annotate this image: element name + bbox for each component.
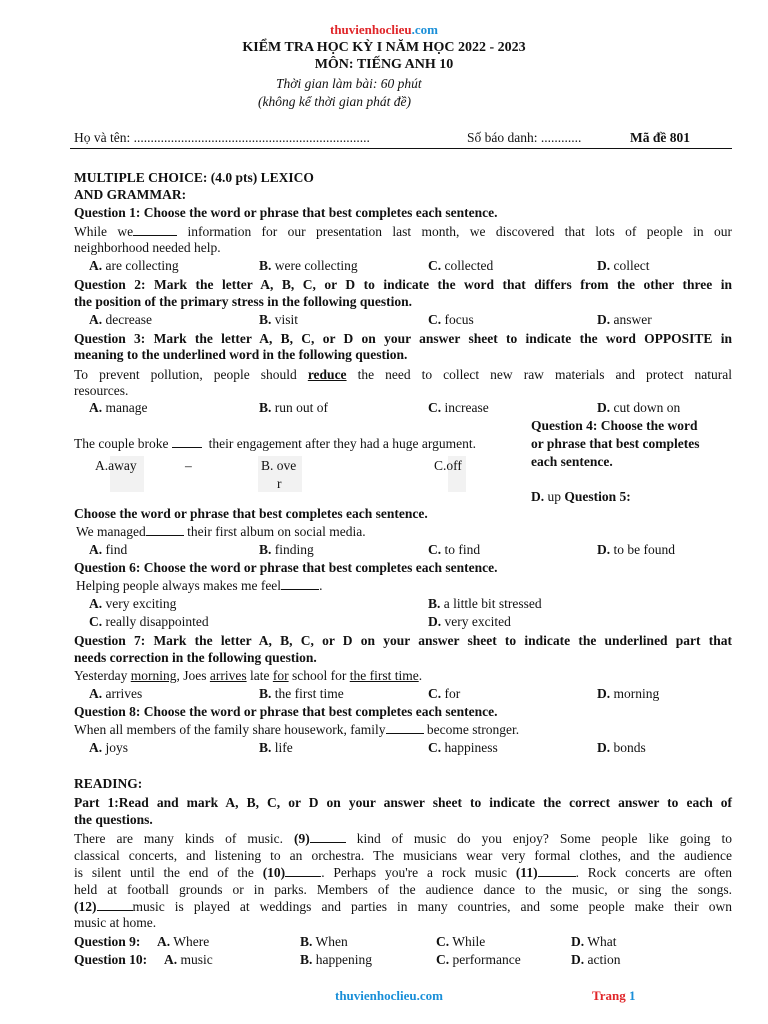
q8-option-d[interactable]: D. bonds bbox=[597, 740, 646, 755]
passage-line6: music at home. bbox=[74, 915, 157, 930]
q9-option-c[interactable]: C. While bbox=[436, 934, 486, 949]
q7-title-line2: needs correction in the following question. bbox=[74, 650, 317, 665]
passage-line1: There are many kinds of music. (9) kind of music do you enjoy? Some people like going to bbox=[74, 831, 732, 846]
q4-dash: – bbox=[185, 458, 192, 473]
q1-text-line1: While we information for our presentation last month, we discovered that lots of people in our bbox=[74, 224, 732, 239]
q3-option-a[interactable]: A. manage bbox=[89, 400, 148, 415]
q8-option-b[interactable]: B. life bbox=[259, 740, 293, 755]
q1-text-line2: neighborhood needed help. bbox=[74, 240, 221, 255]
passage-line5: (12) music is played at weddings and parties in many countries, and some people make their own bbox=[74, 899, 732, 914]
q9-label: Question 9: bbox=[74, 934, 141, 949]
q7-option-a[interactable]: A. arrives bbox=[89, 686, 143, 701]
q7-option-c[interactable]: C. for bbox=[428, 686, 461, 701]
q4-option-c[interactable]: C.off bbox=[434, 458, 462, 473]
q6-option-b[interactable]: B. a little bit stressed bbox=[428, 596, 542, 611]
q4-option-b-wrap: r bbox=[277, 476, 282, 491]
q6-option-c[interactable]: C. really disappointed bbox=[89, 614, 209, 629]
q1-title: Question 1: Choose the word or phrase that best completes each sentence. bbox=[74, 205, 498, 220]
q3-text-line2: resources. bbox=[74, 383, 129, 398]
reading-part1-line1: Part 1:Read and mark A, B, C, or D on your answer sheet to indicate the correct answer to each of bbox=[74, 795, 732, 810]
q7-option-b[interactable]: B. the first time bbox=[259, 686, 344, 701]
q5-text: We managed their first album on social media. bbox=[76, 524, 366, 539]
q6-option-a[interactable]: A. very exciting bbox=[89, 596, 177, 611]
mc-heading-2: AND GRAMMAR: bbox=[74, 187, 187, 202]
q5-label: Question 5: bbox=[564, 489, 631, 504]
q4-side-line3: each sentence. bbox=[531, 454, 613, 469]
q2-title-line2: the position of the primary stress in the following question. bbox=[74, 294, 413, 309]
q6-text: Helping people always makes me feel . bbox=[76, 578, 323, 593]
mc-heading-1: MULTIPLE CHOICE: (4.0 pts) LEXICO bbox=[74, 170, 314, 185]
id-field: Số báo danh: ............ bbox=[467, 130, 582, 145]
site-logo-top: thuvienhoclieu.com bbox=[330, 22, 438, 37]
passage-line3: is silent until the end of the (10) . Perhaps you're a rock music (11) . Rock concerts are often bbox=[74, 865, 733, 880]
q10-option-a[interactable]: A. music bbox=[164, 952, 213, 967]
exam-note: (không kể thời gian phát đề) bbox=[258, 94, 412, 109]
q9-option-a[interactable]: A. Where bbox=[157, 934, 210, 949]
q4-text: The couple broke their engagement after they had a huge argument. bbox=[74, 436, 476, 451]
q4-option-b[interactable]: B. ove bbox=[261, 458, 297, 473]
passage-line4: held at football grounds or in parks. Members of the audience dance to the music, or sing the songs. bbox=[74, 882, 732, 897]
q1-option-a[interactable]: A. are collecting bbox=[89, 258, 179, 273]
q1-option-c[interactable]: C. collected bbox=[428, 258, 494, 273]
q6-option-d[interactable]: D. very excited bbox=[428, 614, 511, 629]
q5-option-b[interactable]: B. finding bbox=[259, 542, 314, 557]
exam-code: Mã đề 801 bbox=[630, 130, 690, 145]
q4-option-d[interactable]: D. up Question 5: bbox=[531, 489, 631, 504]
q3-option-c[interactable]: C. increase bbox=[428, 400, 489, 415]
q8-text: When all members of the family share housework, family become stronger. bbox=[74, 722, 520, 737]
q7-option-d[interactable]: D. morning bbox=[597, 686, 660, 701]
q6-title: Question 6: Choose the word or phrase that best completes each sentence. bbox=[74, 560, 498, 575]
q2-option-b[interactable]: B. visit bbox=[259, 312, 299, 327]
q9-option-d[interactable]: D. What bbox=[571, 934, 617, 949]
q2-title-line1: Question 2: Mark the letter A, B, C, or D to indicate the word that differs from the other three in bbox=[74, 277, 732, 292]
exam-title: KIỂM TRA HỌC KỲ I NĂM HỌC 2022 - 2023 bbox=[242, 40, 526, 55]
q3-underlined-word: reduce bbox=[307, 367, 347, 382]
q8-option-c[interactable]: C. happiness bbox=[428, 740, 498, 755]
q3-title-line1: Question 3: Mark the letter A, B, C, or D on your answer sheet to indicate the word OPPOSITE in bbox=[74, 331, 732, 346]
q10-option-d[interactable]: D. action bbox=[571, 952, 621, 967]
page-number: Trang 1 bbox=[592, 988, 636, 1003]
q7-text: Yesterday morning, Joes arrives late for school for the first time. bbox=[74, 668, 423, 683]
q4-option-a[interactable]: A.away bbox=[95, 458, 137, 473]
q1-option-d[interactable]: D. collect bbox=[597, 258, 650, 273]
q4-side-line1: Question 4: Choose the word bbox=[531, 418, 698, 433]
site-logo-footer: thuvienhoclieu.com bbox=[335, 988, 443, 1003]
q10-option-c[interactable]: C. performance bbox=[436, 952, 521, 967]
q7-title-line1: Question 7: Mark the letter A, B, C, or D on your answer sheet to indicate the underlined part that bbox=[74, 633, 732, 648]
q4-side-line2: or phrase that best completes bbox=[531, 436, 700, 451]
q5-option-a[interactable]: A. find bbox=[89, 542, 128, 557]
q5-option-d[interactable]: D. to be found bbox=[597, 542, 675, 557]
q5-title: Choose the word or phrase that best completes each sentence. bbox=[74, 506, 428, 521]
q10-option-b[interactable]: B. happening bbox=[300, 952, 373, 967]
q3-title-line2: meaning to the underlined word in the following question. bbox=[74, 347, 408, 362]
q1-option-b[interactable]: B. were collecting bbox=[259, 258, 358, 273]
exam-time: Thời gian làm bài: 60 phút bbox=[276, 76, 422, 91]
q8-option-a[interactable]: A. joys bbox=[89, 740, 129, 755]
q3-option-d[interactable]: D. cut down on bbox=[597, 400, 681, 415]
q8-title: Question 8: Choose the word or phrase that best completes each sentence. bbox=[74, 704, 498, 719]
q10-label: Question 10: bbox=[74, 952, 148, 967]
reading-heading: READING: bbox=[74, 776, 143, 791]
q9-option-b[interactable]: B. When bbox=[300, 934, 348, 949]
passage-line2: classical concerts, and listening to an orchestra. The musicians wear very formal clothes, and the audience bbox=[74, 848, 732, 863]
q2-option-d[interactable]: D. answer bbox=[597, 312, 652, 327]
q2-option-a[interactable]: A. decrease bbox=[89, 312, 152, 327]
exam-subject: MÔN: TIẾNG ANH 10 bbox=[314, 57, 454, 72]
q3-text-line1: To prevent pollution, people should reduce the need to collect new raw materials and protect natural bbox=[74, 367, 732, 382]
reading-part1-line2: the questions. bbox=[74, 812, 153, 827]
q2-option-c[interactable]: C. focus bbox=[428, 312, 474, 327]
q5-option-c[interactable]: C. to find bbox=[428, 542, 481, 557]
name-field: Họ và tên: ...................................................................... bbox=[74, 130, 370, 145]
header-divider bbox=[70, 148, 732, 149]
q3-option-b[interactable]: B. run out of bbox=[259, 400, 329, 415]
